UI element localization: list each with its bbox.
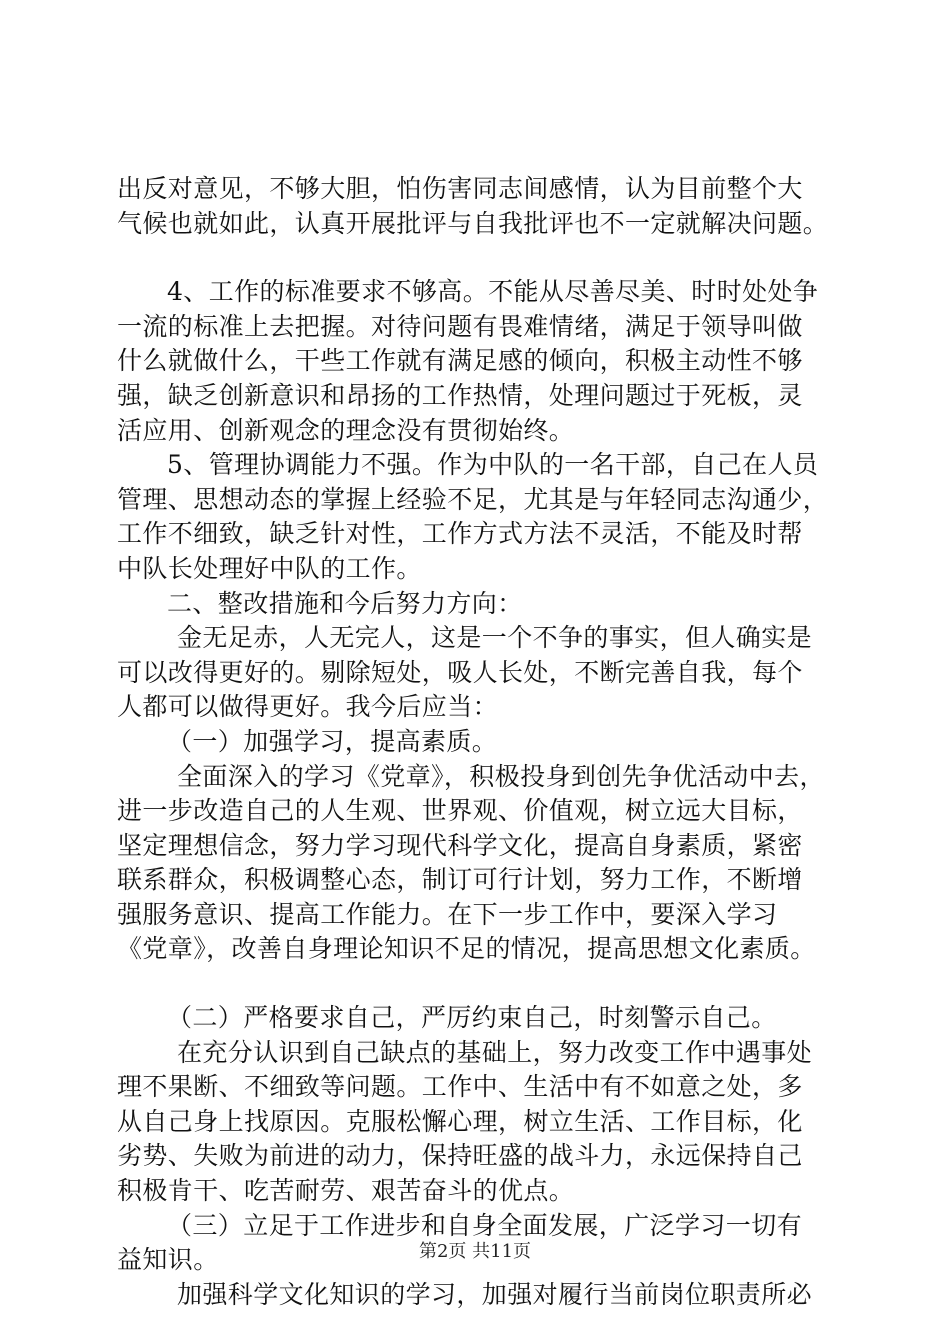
- text-line: 4、工作的标准要求不够高。不能从尽善尽美、时时处处争: [167, 277, 819, 307]
- paragraph-gap: [117, 241, 847, 275]
- text-line: 强服务意识、提高工作能力。在下一步工作中，要深入学习: [117, 899, 778, 929]
- text-line: 从自己身上找原因。克服松懈心理，树立生活、工作目标，化: [117, 1106, 803, 1136]
- text-line: 5、管理协调能力不强。作为中队的一名干部，自己在人员: [167, 450, 819, 480]
- paragraph-gap: [117, 967, 847, 1001]
- text-line: 人都可以做得更好。我今后应当：: [117, 692, 499, 722]
- text-line: 可以改得更好的。剔除短处，吸人长处，不断完善自我，每个: [117, 657, 803, 687]
- subsection-heading: （一）加强学习，提高素质。: [167, 726, 498, 756]
- text-line: 劣势、失败为前进的动力，保持旺盛的战斗力，永远保持自己: [117, 1141, 803, 1171]
- text-line: 什么就做什么，干些工作就有满足感的倾向，积极主动性不够: [117, 346, 803, 376]
- text-line: 积极肯干、吃苦耐劳、艰苦奋斗的优点。: [117, 1176, 575, 1206]
- subsection-heading: （二）严格要求自己，严厉约束自己，时刻警示自己。: [167, 1003, 777, 1033]
- page-number-footer: 第2页 共11页: [418, 1241, 532, 1262]
- text-line: 全面深入的学习《党章》，积极投身到创先争优活动中去，: [177, 761, 825, 791]
- text-line: 活应用、创新观念的理念没有贯彻始终。: [117, 415, 575, 445]
- text-line: 中队长处理好中队的工作。: [117, 553, 422, 583]
- text-line: 在充分认识到自己缺点的基础上，努力改变工作中遇事处: [177, 1037, 813, 1067]
- text-line: 强，缺乏创新意识和昂扬的工作热情，处理问题过于死板，灵: [117, 380, 803, 410]
- subsection-heading: （三）立足于工作进步和自身全面发展，广泛学习一切有: [167, 1210, 803, 1240]
- section-heading: 二、整改措施和今后努力方向：: [167, 588, 523, 618]
- text-line: 气候也就如此，认真开展批评与自我批评也不一定就解决问题。: [117, 208, 829, 238]
- text-line: 加强科学文化知识的学习，加强对履行当前岗位职责所必: [177, 1279, 813, 1309]
- text-line: 一流的标准上去把握。对待问题有畏难情绪，满足于领导叫做: [117, 311, 803, 341]
- text-line: 管理、思想动态的掌握上经验不足，尤其是与年轻同志沟通少，: [117, 484, 829, 514]
- text-line: 《党章》，改善自身理论知识不足的情况，提高思想文化素质。: [117, 934, 816, 964]
- text-line: 理不果断、不细致等问题。工作中、生活中有不如意之处，多: [117, 1072, 803, 1102]
- text-line: 金无足赤，人无完人，这是一个不争的事实，但人确实是: [177, 623, 813, 653]
- text-line: 益知识。: [117, 1245, 219, 1275]
- text-line: 联系群众，积极调整心态，制订可行计划，努力工作，不断增: [117, 865, 803, 895]
- text-line: 坚定理想信念，努力学习现代科学文化，提高自身素质，紧密: [117, 830, 803, 860]
- text-line: 进一步改造自己的人生观、世界观、价值观，树立远大目标，: [117, 796, 803, 826]
- text-line: 工作不细致，缺乏针对性，工作方式方法不灵活，不能及时帮: [117, 519, 803, 549]
- text-line: 出反对意见，不够大胆，怕伤害同志间感情，认为目前整个大: [117, 174, 803, 203]
- document-body: [117, 172, 847, 1312]
